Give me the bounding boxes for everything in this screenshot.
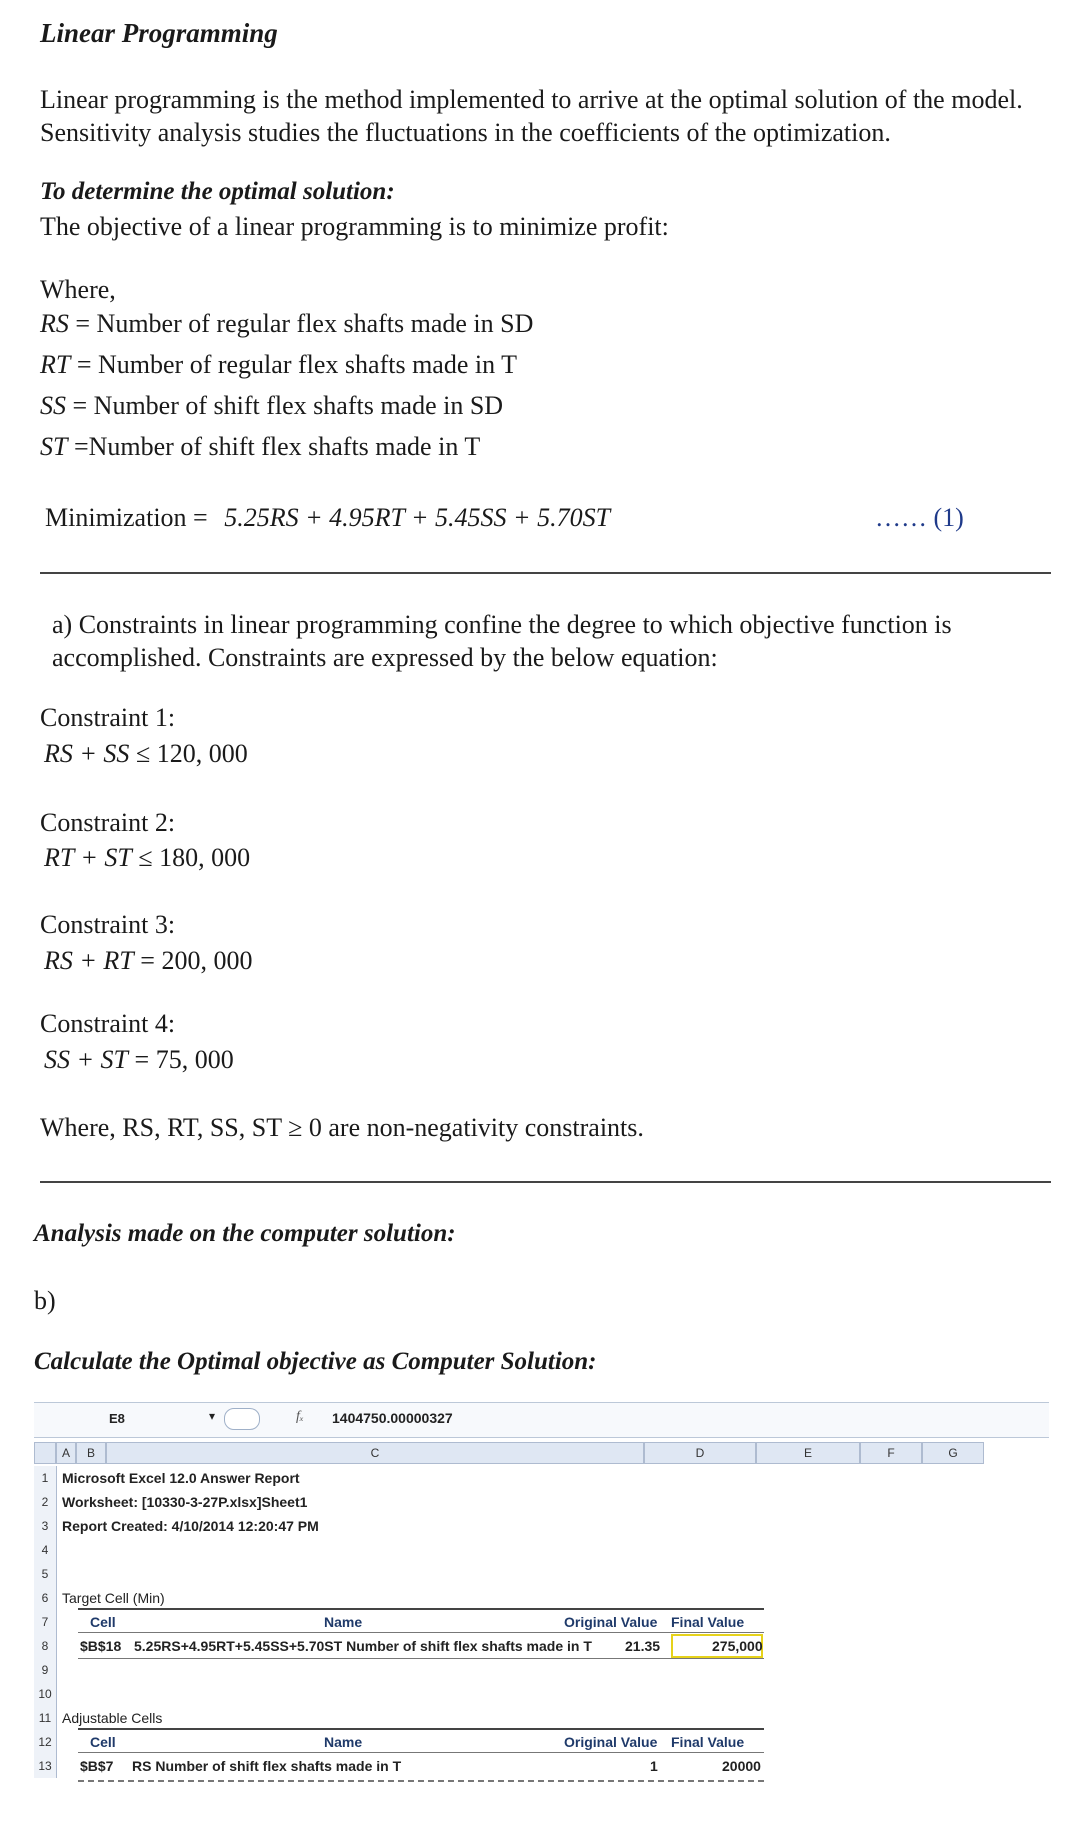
constraint-rhs: 180, 000: [159, 843, 251, 872]
constraint-lhs: RS + SS: [44, 739, 130, 768]
header-rule: [78, 1608, 764, 1610]
adjustable-cell-address[interactable]: $B$7: [80, 1758, 114, 1774]
constraint-op: ≤: [138, 843, 153, 872]
report-title[interactable]: Microsoft Excel 12.0 Answer Report: [62, 1470, 300, 1486]
where-label: Where,: [40, 275, 116, 304]
minimization-expression: 5.25RS + 4.95RT + 5.45SS + 5.70ST: [224, 503, 611, 532]
definition-rt: [40, 350, 517, 380]
definition-text: = Number of shift flex shafts made in SD: [72, 391, 504, 420]
definition-st: [40, 432, 480, 462]
constraint-rhs: 200, 000: [161, 946, 253, 975]
var-rs: RS: [40, 309, 69, 338]
formula-input[interactable]: 1404750.00000327: [332, 1410, 453, 1426]
column-header-b[interactable]: B: [76, 1442, 106, 1464]
adjustable-cells-label[interactable]: Adjustable Cells: [62, 1710, 163, 1726]
constraint-4-label: Constraint 4:: [40, 1009, 176, 1038]
header-underline: [78, 1632, 764, 1633]
header-final-value[interactable]: Final Value: [671, 1614, 745, 1630]
header-underline: [78, 1752, 764, 1753]
row-header[interactable]: 8: [34, 1634, 57, 1658]
target-cell-name[interactable]: 5.25RS+4.95RT+5.45SS+5.70ST Number of shift flex shafts made in T: [134, 1638, 592, 1654]
row-header[interactable]: 12: [34, 1730, 57, 1754]
row-header[interactable]: 5: [34, 1562, 57, 1586]
name-box[interactable]: E8: [109, 1411, 125, 1426]
report-created[interactable]: Report Created: 4/10/2014 12:20:47 PM: [62, 1518, 319, 1534]
objective-statement: The objective of a linear programming is to minimize profit:: [40, 212, 669, 241]
constraint-3-label: Constraint 3:: [40, 910, 176, 939]
row-header[interactable]: 4: [34, 1538, 57, 1562]
row-header[interactable]: 11: [34, 1706, 57, 1730]
row-header[interactable]: 6: [34, 1586, 57, 1610]
column-header-e[interactable]: E: [756, 1442, 860, 1464]
row-underline: [78, 1658, 764, 1659]
optimal-solution-heading: To determine the optimal solution:: [40, 178, 395, 205]
constraint-rhs: 120, 000: [156, 739, 248, 768]
part-b-label: b): [34, 1286, 56, 1315]
minimization-label: Minimization =: [45, 503, 208, 532]
page-title: Linear Programming: [40, 18, 278, 48]
constraint-1-expression: [44, 739, 248, 769]
var-st: ST: [40, 432, 68, 461]
adjustable-final-value[interactable]: 20000: [722, 1758, 761, 1774]
column-header-f[interactable]: F: [860, 1442, 922, 1464]
cut-off-row: [78, 1780, 764, 1782]
section-divider: [40, 1181, 1051, 1183]
row-header[interactable]: 10: [34, 1682, 57, 1706]
row-header[interactable]: 7: [34, 1610, 57, 1634]
column-header-c[interactable]: C: [106, 1442, 644, 1464]
header-original-value[interactable]: Original Value: [564, 1734, 658, 1750]
intro-paragraph: Linear programming is the method implemented to arrive at the optimal solution of the model. Sensitivity analysis studies the fluctuations in the coefficients of the optimization.: [40, 85, 1023, 147]
constraint-3-expression: [44, 946, 252, 976]
constraint-op: =: [140, 946, 155, 975]
row-header[interactable]: 9: [34, 1658, 57, 1682]
constraint-op: ≤: [135, 739, 151, 768]
header-cell[interactable]: Cell: [90, 1614, 116, 1630]
header-name[interactable]: Name: [324, 1614, 363, 1630]
select-all-corner[interactable]: [34, 1442, 56, 1464]
header-rule: [78, 1728, 764, 1730]
header-original-value[interactable]: Original Value: [564, 1614, 658, 1630]
analysis-heading: Analysis made on the computer solution:: [34, 1220, 456, 1247]
header-cell[interactable]: Cell: [90, 1734, 116, 1750]
definition-text: = Number of regular flex shafts made in T: [76, 350, 518, 379]
constraint-op: =: [134, 1045, 150, 1074]
var-rt: RT: [40, 350, 71, 379]
minimization-equation: [45, 503, 610, 533]
constraint-lhs: RS + RT: [44, 946, 134, 975]
header-name[interactable]: Name: [324, 1734, 363, 1750]
worksheet-name[interactable]: Worksheet: [10330-3-27P.xlsx]Sheet1: [62, 1494, 308, 1510]
excel-answer-report: [34, 1402, 1049, 1824]
non-negativity-statement: Where, RS, RT, SS, ST ≥ 0 are non-negativity constraints.: [40, 1113, 644, 1142]
section-divider: [40, 572, 1051, 574]
column-header-g[interactable]: G: [922, 1442, 984, 1464]
constraint-2-label: Constraint 2:: [40, 808, 176, 837]
adjustable-cell-name[interactable]: RS Number of shift flex shafts made in T: [132, 1758, 402, 1774]
definition-text: = Number of regular flex shafts made in SD: [75, 309, 534, 338]
target-final-value[interactable]: 275,000: [712, 1638, 763, 1654]
constraint-lhs: SS + ST: [44, 1045, 129, 1074]
target-cell-address[interactable]: $B$18: [80, 1638, 122, 1654]
formula-bar: [34, 1402, 1049, 1438]
constraint-2-expression: [44, 843, 250, 873]
constraint-4-expression: [44, 1045, 234, 1075]
definition-ss: [40, 391, 503, 421]
header-final-value[interactable]: Final Value: [671, 1734, 745, 1750]
definition-text: =Number of shift flex shafts made in T: [73, 432, 481, 461]
constraint-lhs: RT + ST: [44, 843, 132, 872]
row-header[interactable]: 2: [34, 1490, 57, 1514]
definition-rs: [40, 309, 533, 339]
part-a-paragraph: a) Constraints in linear programming confine the degree to which objective function is accomplished. Constraints are expressed by the below equation:: [52, 610, 952, 672]
row-header[interactable]: 1: [34, 1466, 57, 1490]
column-header-a[interactable]: A: [56, 1442, 76, 1464]
adjustable-original-value[interactable]: 1: [650, 1758, 658, 1774]
constraint-rhs: 75, 000: [155, 1045, 234, 1074]
constraint-1-label: Constraint 1:: [40, 703, 176, 732]
equation-number: …… (1): [875, 503, 964, 532]
target-original-value[interactable]: 21.35: [625, 1638, 661, 1654]
formula-toggle-icon[interactable]: [224, 1408, 260, 1430]
target-cell-label[interactable]: Target Cell (Min): [62, 1590, 165, 1606]
calc-heading: Calculate the Optimal objective as Computer Solution:: [34, 1348, 597, 1375]
row-header[interactable]: 3: [34, 1514, 57, 1538]
var-ss: SS: [40, 391, 66, 420]
fx-icon[interactable]: fₓ: [296, 1409, 304, 1424]
chevron-down-icon[interactable]: ▾: [209, 1409, 216, 1423]
column-header-d[interactable]: D: [644, 1442, 756, 1464]
row-header[interactable]: 13: [34, 1754, 57, 1778]
